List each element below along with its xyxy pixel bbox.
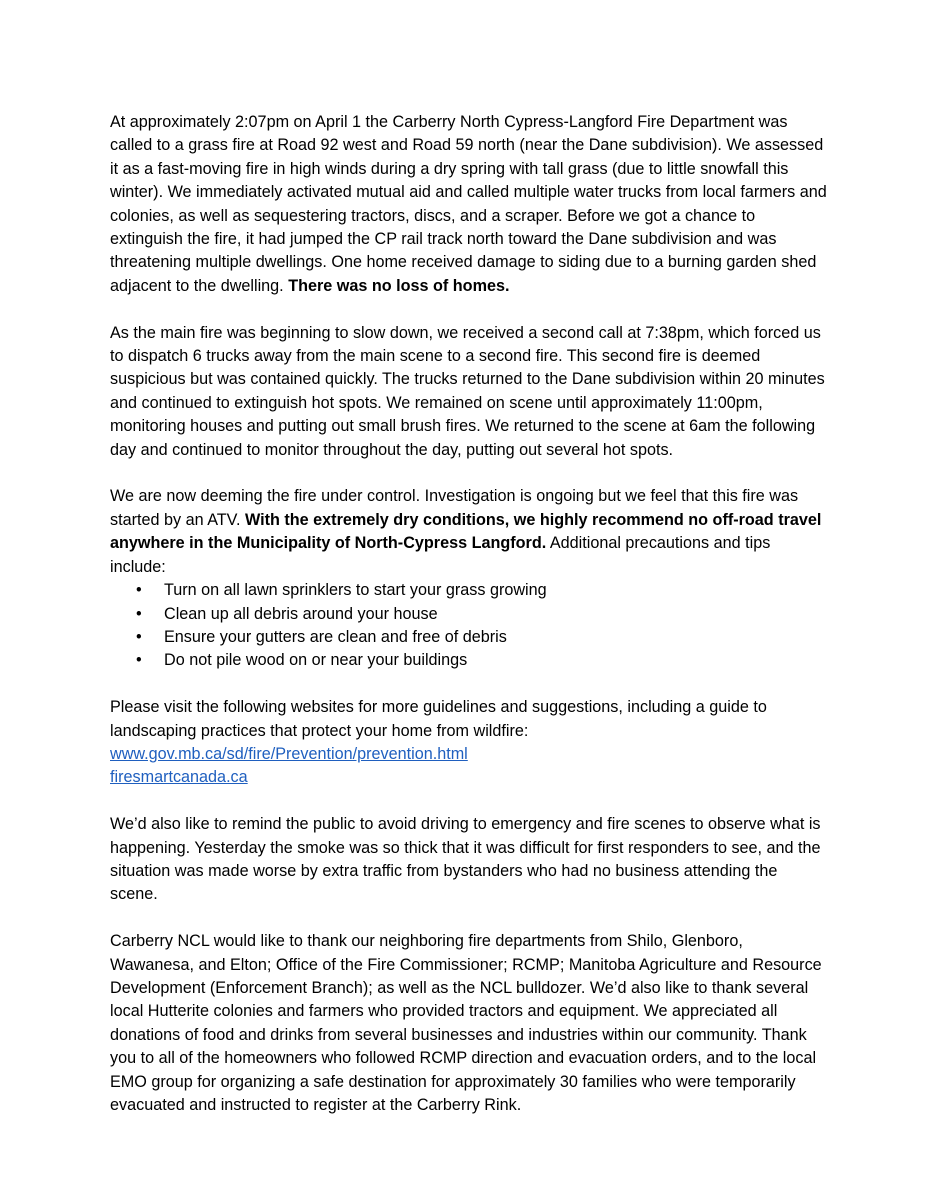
precautions-intro-text: Additional precautions and tips include: [110, 534, 771, 576]
paragraph-fire-response [110, 111, 827, 298]
paragraph-second-call-text: As the main fire was beginning to slow down, we received a second call at 7:38pm, which forced us to dispatch 6 trucks away from the main scene to a second fire. This second fire is deemed suspicious but was contained quickly. The trucks returned to the Dane subdivision within 20 minutes and continued to extinguish hot spots. We remained on scene until approximately 11:00pm, monitoring houses and putting out small brush fires. We returned to the scene at 6am the following day and continued to monitor throughout the day, putting out several hot spots. [110, 323, 825, 459]
tips-list [110, 579, 827, 673]
paragraph-thank-you-text: Carberry NCL would like to thank our neighboring fire departments from Shilo, Glenboro, Wawanesa, and Elton; Office of the Fire Commissioner; RCMP; Manitoba Agriculture and Resource Development (Enforcement Branch); as well as the NCL bulldozer. We’d also like to thank several local Hutterite colonies and farmers who provided tractors and equipment. We appreciated all donations of food and drinks from several businesses and industries within our community. Thank you to all of the homeowners who followed RCMP direction and evacuation orders, and to the local EMO group for organizing a safe destination for approximately 30 families who were temporarily evacuated and instructed to register at the Carberry Rink. [110, 932, 822, 1114]
paragraph-second-call [110, 322, 827, 462]
firesmart-canada-link[interactable]: firesmartcanada.ca [110, 768, 248, 787]
list-item: • Clean up all debris around your house [110, 603, 827, 626]
no-loss-of-homes-statement: There was no loss of homes. [288, 276, 510, 295]
list-item: • Turn on all lawn sprinklers to start your grass growing [110, 579, 827, 602]
paragraph-under-control [110, 485, 827, 579]
websites-section [110, 696, 827, 790]
paragraph-avoid-driving-text: We’d also like to remind the public to avoid driving to emergency and fire scenes to observe what is happening. Yesterday the smoke was so thick that it was difficult for first responders to see, and the situation was made worse by extra traffic from bystanders who had no business attending the scene. [110, 815, 821, 904]
list-item: • Ensure your gutters are clean and free of debris [110, 626, 827, 649]
manitoba-fire-prevention-link[interactable]: www.gov.mb.ca/sd/fire/Prevention/prevention.html [110, 744, 468, 763]
list-item: • Do not pile wood on or near your buildings [110, 649, 827, 672]
websites-intro-text: Please visit the following websites for more guidelines and suggestions, including a guide to landscaping practices that protect your home from wildfire: [110, 698, 767, 740]
paragraph-fire-response-text: At approximately 2:07pm on April 1 the Carberry North Cypress-Langford Fire Department was called to a grass fire at Road 92 west and Road 59 north (near the Dane subdivision). We assessed it as a fast-moving fire in high winds during a dry spring with tall grass (due to little snowfall this winter). We immediately activated mutual aid and called multiple water trucks from local farmers and colonies, as well as sequestering tractors, discs, and a scraper. Before we got a chance to extinguish the fire, it had jumped the CP rail track north toward the Dane subdivision and was threatening multiple dwellings. One home received damage to siding due to a burning garden shed adjacent to the dwelling. [110, 113, 827, 295]
paragraph-avoid-driving [110, 813, 827, 907]
paragraph-under-control-text: We are now deeming the fire under control. Investigation is ongoing but we feel that this fire was started by an ATV. [110, 487, 799, 529]
paragraph-thank-you [110, 930, 827, 1117]
off-road-travel-warning: With the extremely dry conditions, we highly recommend no off-road travel anywhere in the Municipality of North-Cypress Langford. [110, 510, 822, 553]
